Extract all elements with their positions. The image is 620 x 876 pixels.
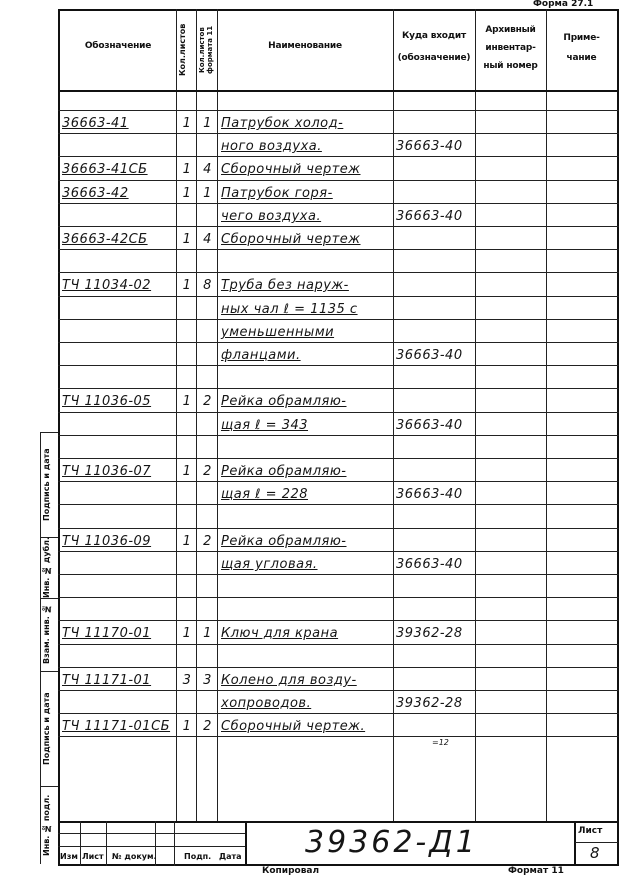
- header-archive-3: ный номер: [483, 61, 538, 71]
- stamp-sign: Подп.: [184, 852, 212, 861]
- cell-designation: 36663-41: [62, 116, 129, 131]
- cell-where: 39362-28: [396, 696, 463, 711]
- cell-fmt: 3: [203, 673, 212, 688]
- cell-name: Рейка обрамляю-: [221, 534, 347, 549]
- cell-name: Сборочный чертеж: [221, 232, 361, 247]
- header-designation: Обозначение: [84, 41, 152, 51]
- header-where-used-1: Куда входит: [402, 31, 466, 41]
- cell-designation: ТЧ 11171-01СБ: [62, 719, 171, 734]
- row-divider: [58, 319, 619, 320]
- row-divider: [58, 272, 619, 273]
- row-divider: [58, 528, 619, 529]
- cell-name: фланцами.: [221, 348, 301, 363]
- cell-name: Труба без наруж-: [221, 278, 349, 293]
- cell-designation: ТЧ 11171-01: [62, 673, 152, 688]
- header-note-1: Приме-: [563, 33, 600, 43]
- row-divider: [58, 180, 619, 181]
- row-divider: [58, 644, 619, 645]
- cell-fmt: 2: [203, 719, 212, 734]
- cell-name: щая ℓ = 343: [221, 418, 309, 433]
- row-divider: [58, 504, 619, 505]
- cell-fmt: 8: [203, 278, 212, 293]
- cell-designation: ТЧ 11036-09: [62, 534, 152, 549]
- row-divider: [58, 597, 619, 598]
- cell-name: ных чал ℓ = 1135 с: [221, 302, 358, 317]
- header-name: Наименование: [268, 41, 342, 51]
- row-divider: [58, 551, 619, 552]
- cell-fmt: 4: [203, 232, 212, 247]
- row-divider: [58, 736, 619, 737]
- cell-name: уменьшенными: [221, 325, 335, 340]
- row-divider: [58, 365, 619, 366]
- cell-sheets: 1: [182, 162, 192, 177]
- row-divider: [58, 203, 619, 204]
- form-label: Форма 27.1: [533, 0, 594, 9]
- stamp-list: Лист: [82, 852, 104, 861]
- row-divider: [58, 110, 619, 111]
- row-divider: [58, 249, 619, 250]
- row-divider: [58, 690, 619, 691]
- where-superscript: =12: [432, 738, 449, 747]
- header-where-used-2: (обозначение): [397, 53, 471, 63]
- cell-fmt: 2: [203, 394, 212, 409]
- row-divider: [58, 388, 619, 389]
- cell-fmt: 4: [203, 162, 212, 177]
- header-archive-2: инвентар-: [485, 43, 536, 53]
- cell-designation: ТЧ 11036-07: [62, 464, 152, 479]
- stamp-izm: Изм: [60, 852, 78, 861]
- row-divider: [58, 412, 619, 413]
- cell-designation: 36663-41СБ: [62, 162, 148, 177]
- cell-designation: ТЧ 11034-02: [62, 278, 152, 293]
- cell-designation: 36663-42СБ: [62, 232, 148, 247]
- cell-where: 36663-40: [396, 139, 463, 154]
- cell-name: щая угловая.: [221, 557, 318, 572]
- cell-designation: 36663-42: [62, 186, 129, 201]
- cell-where: 39362-28: [396, 626, 463, 641]
- cell-sheets: 1: [182, 116, 192, 131]
- side-label-sign-date-2: Подпись и дата: [42, 692, 51, 765]
- cell-name: Рейка обрамляю-: [221, 464, 347, 479]
- header-archive-1: Архивный: [485, 25, 536, 35]
- header-sheets-format: Кол.листов формата 11: [198, 25, 214, 75]
- cell-sheets: 1: [182, 278, 192, 293]
- row-divider: [58, 713, 619, 714]
- cell-sheets: 1: [182, 232, 192, 247]
- cell-fmt: 1: [203, 116, 212, 131]
- format-label: Формат 11: [508, 866, 564, 876]
- row-divider: [58, 342, 619, 343]
- cell-fmt: 1: [203, 626, 212, 641]
- cell-name: чего воздуха.: [221, 209, 322, 224]
- header-note-2: чание: [566, 53, 597, 63]
- row-divider: [58, 458, 619, 459]
- cell-sheets: 1: [182, 186, 192, 201]
- cell-name: хопроводов.: [221, 696, 312, 711]
- binding-strip-line: [40, 432, 41, 864]
- cell-name: щая ℓ = 228: [221, 487, 309, 502]
- cell-sheets: 1: [182, 534, 192, 549]
- row-divider: [58, 296, 619, 297]
- cell-name: Колено для возду-: [221, 673, 357, 688]
- cell-designation: ТЧ 11036-05: [62, 394, 152, 409]
- copied-label: Копировал: [262, 866, 320, 876]
- cell-where: 36663-40: [396, 487, 463, 502]
- cell-where: 36663-40: [396, 348, 463, 363]
- row-divider: [58, 156, 619, 157]
- frame-left: [58, 9, 60, 866]
- side-label-sign-date-1: Подпись и дата: [42, 448, 51, 521]
- cell-where: 36663-40: [396, 557, 463, 572]
- cell-fmt: 2: [203, 464, 212, 479]
- row-divider: [58, 574, 619, 575]
- cell-fmt: 2: [203, 534, 212, 549]
- cell-name: Сборочный чертеж.: [221, 719, 366, 734]
- cell-name: ного воздуха.: [221, 139, 322, 154]
- row-divider: [58, 435, 619, 436]
- cell-sheets: 1: [182, 626, 192, 641]
- cell-sheets: 1: [182, 394, 192, 409]
- frame-right: [617, 9, 619, 866]
- row-divider: [58, 133, 619, 134]
- cell-name: Патрубок горя-: [221, 186, 333, 201]
- cell-name: Рейка обрамляю-: [221, 394, 347, 409]
- cell-sheets: 1: [182, 719, 192, 734]
- header-sheets-count: Кол.листов: [178, 23, 187, 77]
- row-divider: [58, 667, 619, 668]
- cell-fmt: 1: [203, 186, 212, 201]
- stamp-date: Дата: [219, 852, 242, 861]
- side-label-orig-inv: Инв. № подл.: [42, 794, 51, 856]
- cell-name: Сборочный чертеж: [221, 162, 361, 177]
- cell-designation: ТЧ 11170-01: [62, 626, 152, 641]
- side-label-dup-inv: Инв. № дубл.: [42, 536, 51, 598]
- cell-name: Ключ для крана: [221, 626, 339, 641]
- stamp-doc-code: 39362-Д1: [305, 825, 478, 860]
- stamp-sheet-label: Лист: [578, 826, 603, 836]
- side-label-replace-inv: Взам. инв. №: [42, 604, 51, 665]
- cell-sheets: 1: [182, 464, 192, 479]
- cell-name: Патрубок холод-: [221, 116, 344, 131]
- cell-sheets: 3: [182, 673, 192, 688]
- cell-where: 36663-40: [396, 418, 463, 433]
- row-divider: [58, 620, 619, 621]
- cell-where: 36663-40: [396, 209, 463, 224]
- stamp-sheet-no: 8: [590, 844, 601, 862]
- row-divider: [58, 226, 619, 227]
- frame-top: [58, 9, 619, 11]
- stamp-doc-no: № докум.: [112, 852, 157, 861]
- row-divider: [58, 481, 619, 482]
